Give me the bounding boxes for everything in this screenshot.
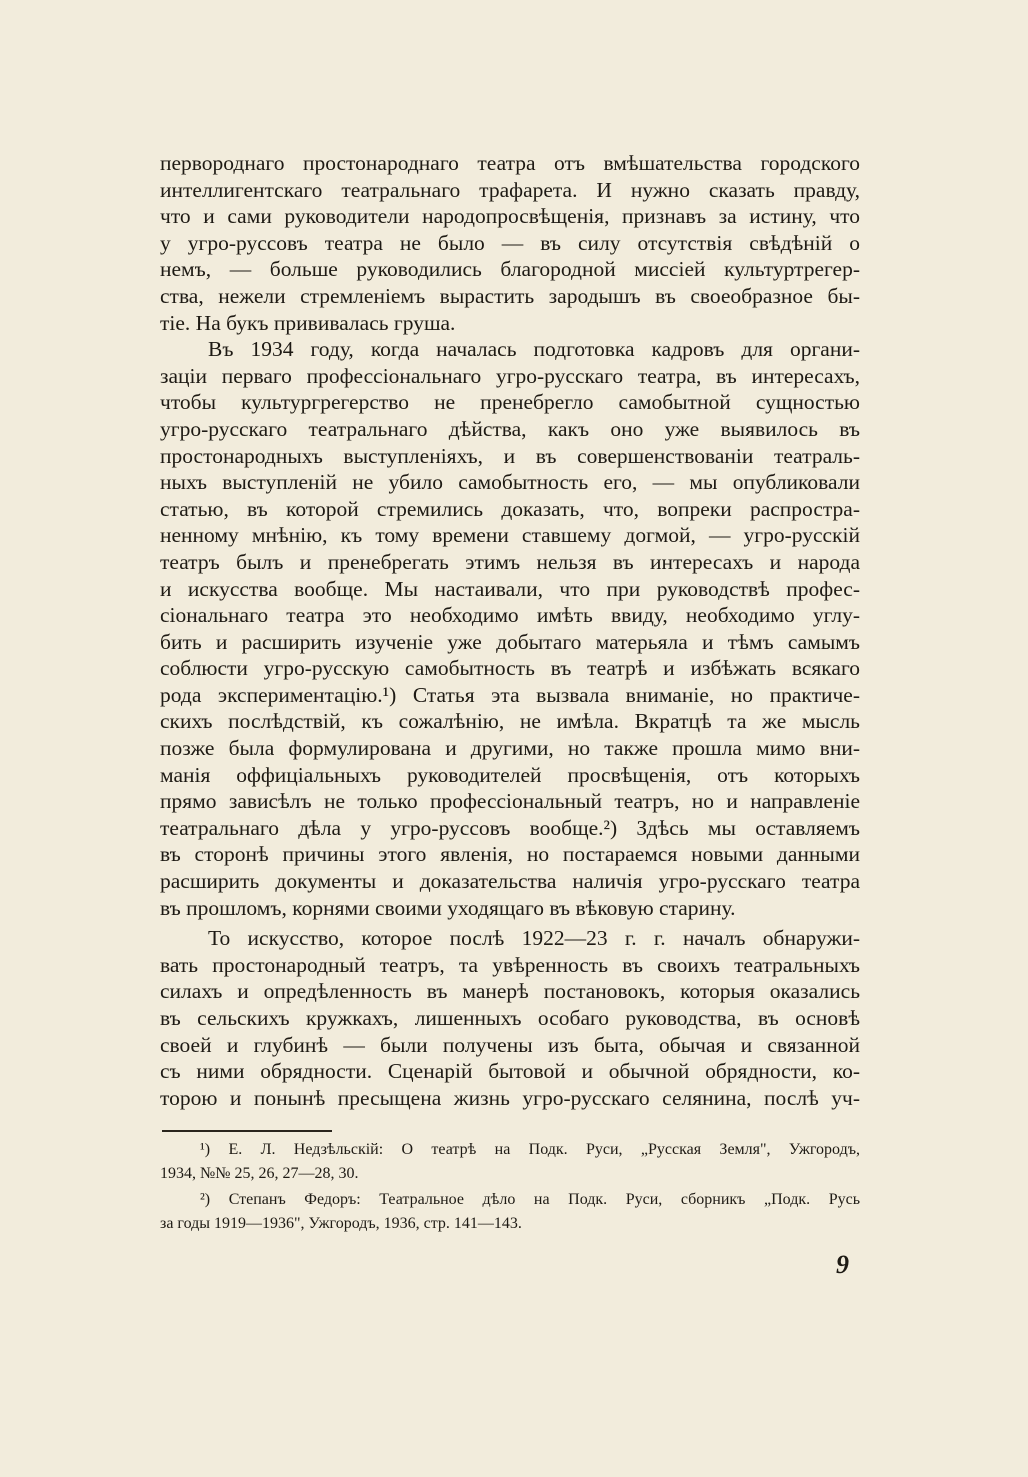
text-line: рода экспериментацію.¹) Статья эта вызвала вниманіе, но практиче- bbox=[160, 682, 860, 707]
text-line: своей и глубинѣ — были получены изъ быта, обычая и связанной bbox=[160, 1032, 860, 1057]
text-line: То искусство, которое послѣ 1922—23 г. г. началъ обнаружи- bbox=[208, 926, 860, 951]
paragraph-3 bbox=[160, 925, 860, 1111]
text-line: первороднаго простонароднаго театра отъ вмѣшательства городского bbox=[160, 151, 860, 175]
footnote-1 bbox=[160, 1138, 860, 1186]
text-line: статью, въ которой стремились доказать, что, вопреки распростра- bbox=[160, 496, 860, 521]
text-line: ныхъ выступленій не убило самобытность его, — мы опубликовали bbox=[160, 470, 860, 495]
text-line: прямо зависѣлъ не только профессіональный театръ, но и направленіе bbox=[160, 789, 860, 814]
text-line: интеллигентскаго театральнаго трафарета. И нужно сказать правду, bbox=[160, 177, 860, 202]
paragraph-2 bbox=[160, 336, 860, 921]
footnote-line: ¹) Е. Л. Недзѣльскій: О театрѣ на Подк. Руси, „Русская Земля", Ужгородъ, bbox=[200, 1141, 860, 1158]
text-line: Въ 1934 году, когда началась подготовка кадровъ для органи- bbox=[208, 337, 860, 362]
text-line: и искусства вообще. Мы настаивали, что при руководствѣ профес- bbox=[160, 576, 860, 601]
text-line: простонародныхъ выступленіяхъ, и въ совершенствованіи театраль- bbox=[160, 443, 860, 468]
text-line: театръ былъ и пренебрегать этимъ нельзя въ интересахъ и народа bbox=[160, 549, 860, 574]
text-line: манія оффиціальныхъ руководителей просвѣщенія, отъ которыхъ bbox=[160, 762, 860, 787]
footnote-2 bbox=[160, 1188, 860, 1236]
footnote-divider bbox=[162, 1130, 332, 1132]
text-line: ненному мнѣнію, къ тому времени ставшему догмой, — угро-русскій bbox=[160, 523, 860, 548]
text-line: чтобы культургрегерство не пренебрегло самобытной сущностью bbox=[160, 390, 860, 415]
text-line: сіональнаго театра это необходимо имѣть ввиду, необходимо углу- bbox=[160, 603, 860, 628]
text-line: бить и расширить изученіе уже добытаго матерьяла и тѣмъ самымъ bbox=[160, 629, 860, 654]
text-line: что и сами руководители народопросвѣщенія, признавъ за истину, что bbox=[160, 204, 860, 229]
text-line: въ сельскихъ кружкахъ, лишенныхъ особаго руководства, въ основѣ bbox=[160, 1006, 860, 1030]
footnotes bbox=[160, 1138, 860, 1236]
text-line: вать простонародный театръ, та увѣренность въ своихъ театральныхъ bbox=[160, 952, 860, 977]
text-line: въ прошломъ, корнями своими уходящаго въ вѣковую старину. bbox=[160, 895, 736, 920]
text-line: силахъ и опредѣленность въ манерѣ постановокъ, которыя оказались bbox=[160, 979, 860, 1004]
text-line: соблюсти угро-русскую самобытность въ театрѣ и избѣжать всякаго bbox=[160, 656, 860, 681]
main-text bbox=[160, 150, 860, 1111]
page-number: 9 bbox=[836, 1250, 849, 1279]
text-line: расширить документы и доказательства наличія угро-русскаго театра bbox=[160, 869, 860, 894]
text-line: позже была формулирована и другими, но также прошла мимо вни- bbox=[160, 736, 860, 761]
text-line: скихъ послѣдствій, къ сожалѣнію, не имѣла. Вкратцѣ та же мысль bbox=[160, 709, 860, 734]
text-line: тіе. На букъ прививалась груша. bbox=[160, 310, 456, 335]
text-line: немъ, — больше руководились благородной миссіей культуртрегер- bbox=[160, 257, 860, 282]
footnote-line: 1934, №№ 25, 26, 27—28, 30. bbox=[160, 1165, 359, 1182]
footnote-line: ²) Степанъ Федоръ: Театральное дѣло на Подк. Руси, сборникъ „Подк. Русь bbox=[200, 1191, 860, 1208]
text-line: у угро-руссовъ театра не было — въ силу отсутствія свѣдѣній о bbox=[160, 230, 860, 255]
text-line: торою и понынѣ пресыщена жизнь угро-русскаго селянина, послѣ уч- bbox=[160, 1085, 860, 1110]
text-line: заціи перваго профессіональнаго угро-русскаго театра, въ интересахъ, bbox=[160, 363, 860, 388]
text-line: въ сторонѣ причины этого явленія, но постараемся новыми данными bbox=[160, 842, 860, 867]
text-line: съ ними обрядности. Сценарій бытовой и обычной обрядности, ко- bbox=[160, 1059, 860, 1084]
text-line: театральнаго дѣла у угро-руссовъ вообще.²) Здѣсь мы оставляемъ bbox=[160, 815, 860, 840]
paragraph-1 bbox=[160, 150, 860, 336]
footnote-line: за годы 1919—1936", Ужгородъ, 1936, стр. 141—143. bbox=[160, 1215, 522, 1232]
text-line: угро-русскаго театральнаго дѣйства, какъ оно уже выявилось въ bbox=[160, 416, 860, 441]
text-line: ства, нежели стремленіемъ вырастить зародышъ въ своеобразное бы- bbox=[160, 283, 860, 308]
